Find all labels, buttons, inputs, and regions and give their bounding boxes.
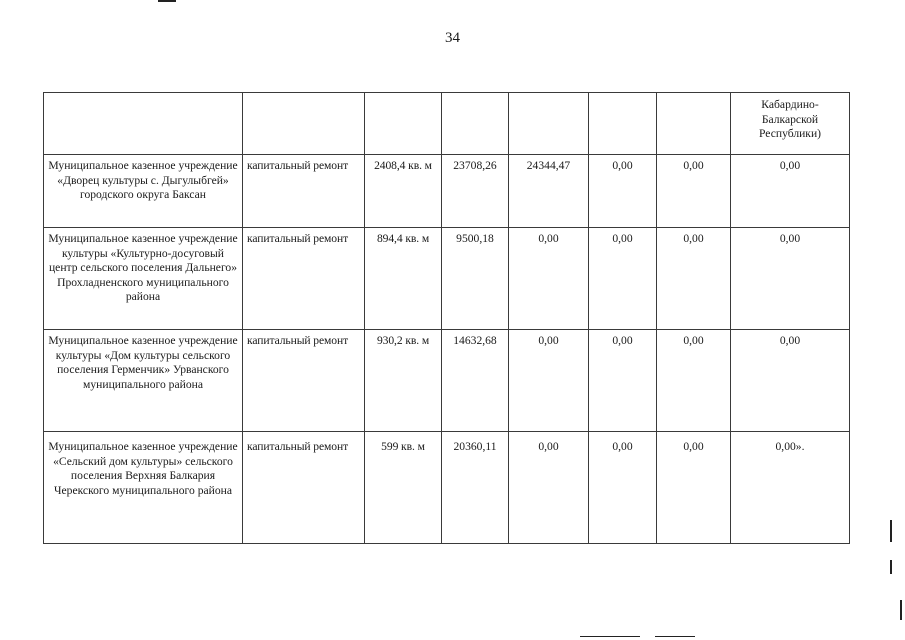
scan-mark <box>158 0 176 2</box>
table-row <box>44 330 850 432</box>
scan-mark <box>890 560 892 574</box>
table-row <box>44 432 850 544</box>
work-type-cell: капитальный ремонт <box>243 155 365 228</box>
header-cell-empty <box>365 93 442 155</box>
scan-mark <box>900 600 902 620</box>
header-cell-empty <box>589 93 657 155</box>
value-cell: 0,00 <box>509 432 589 544</box>
header-cell-empty <box>509 93 589 155</box>
header-cell-empty <box>442 93 509 155</box>
header-cell-empty <box>243 93 365 155</box>
data-table <box>43 92 850 544</box>
value-cell: 0,00 <box>589 432 657 544</box>
table-row <box>44 228 850 330</box>
value-cell: 0,00 <box>731 228 850 330</box>
page-number: 34 <box>445 30 460 46</box>
value-cell: 0,00 <box>657 432 731 544</box>
value-cell: 0,00 <box>589 228 657 330</box>
value-cell: 0,00 <box>657 155 731 228</box>
work-type-cell: капитальный ремонт <box>243 330 365 432</box>
value-cell: 9500,18 <box>442 228 509 330</box>
value-cell: 0,00 <box>509 228 589 330</box>
table-row <box>44 155 850 228</box>
value-cell: 14632,68 <box>442 330 509 432</box>
header-cell-empty <box>44 93 243 155</box>
header-cell-region: Кабардино- Балкарской Республики) <box>731 93 850 155</box>
value-cell: 0,00 <box>657 228 731 330</box>
area-cell: 2408,4 кв. м <box>365 155 442 228</box>
area-cell: 599 кв. м <box>365 432 442 544</box>
value-cell: 20360,11 <box>442 432 509 544</box>
area-cell: 930,2 кв. м <box>365 330 442 432</box>
value-cell: 0,00 <box>509 330 589 432</box>
value-cell: 24344,47 <box>509 155 589 228</box>
header-cell-empty <box>657 93 731 155</box>
value-cell: 23708,26 <box>442 155 509 228</box>
institution-name-cell: Муниципальное казенное учреждение «Сельский дом культуры» сельского поселения Верхняя Балкария Черекского муниципального района <box>44 432 243 544</box>
value-cell: 0,00 <box>731 155 850 228</box>
institution-name-cell: Муниципальное казенное учреждение культуры «Дом культуры сельского поселения Герменчик» Урванского муниципального района <box>44 330 243 432</box>
table-header-row <box>44 93 850 155</box>
value-cell: 0,00 <box>589 155 657 228</box>
work-type-cell: капитальный ремонт <box>243 228 365 330</box>
institution-name-cell: Муниципальное казенное учреждение культуры «Культурно-досуговый центр сельского поселения Дальнего» Прохладненского муниципального района <box>44 228 243 330</box>
value-cell: 0,00 <box>589 330 657 432</box>
scan-mark <box>890 520 892 542</box>
institution-name-cell: Муниципальное казенное учреждение «Дворец культуры с. Дыгулыбгей» городского округа Баксан <box>44 155 243 228</box>
scan-mark <box>580 636 640 637</box>
scan-mark <box>655 636 695 637</box>
value-cell: 0,00 <box>657 330 731 432</box>
value-cell: 0,00 <box>731 330 850 432</box>
area-cell: 894,4 кв. м <box>365 228 442 330</box>
value-cell: 0,00». <box>731 432 850 544</box>
work-type-cell: капитальный ремонт <box>243 432 365 544</box>
